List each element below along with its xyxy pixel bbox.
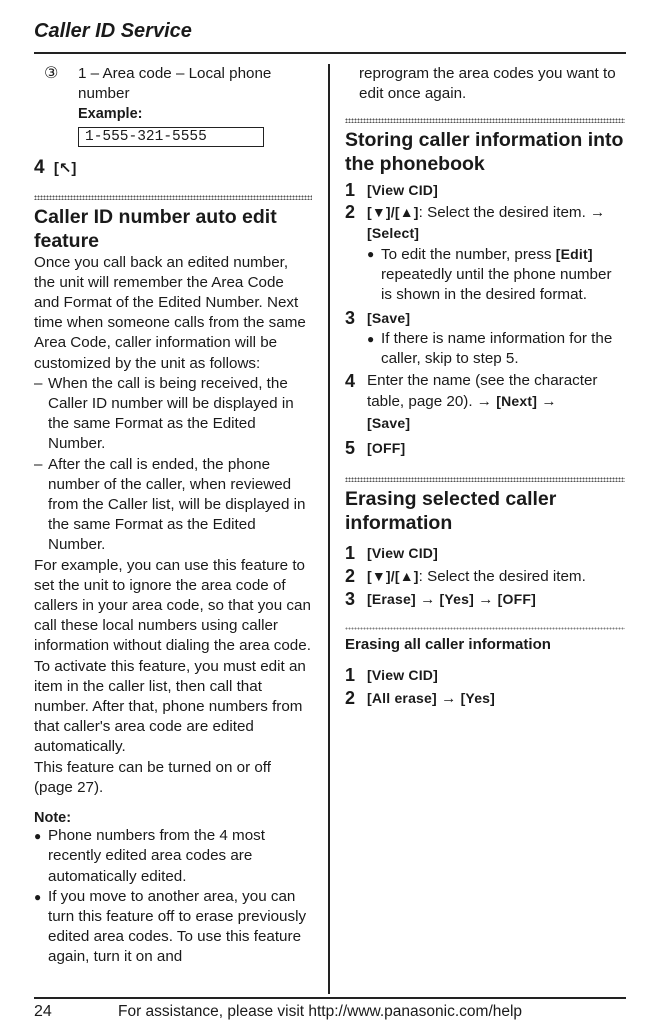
yes-key: [Yes] <box>439 591 474 608</box>
section-title-storing: Storing caller information into the phonebook <box>345 129 624 176</box>
storing-step-5: 5 [OFF] <box>345 437 406 458</box>
off-key: [OFF] <box>497 591 536 608</box>
dash-item-1-text: When the call is being received, the Caller ID number will be displayed in the same Format as the Edited Number. <box>48 374 294 453</box>
paragraph-activate: To activate this feature, you must edit an item in the caller list, then call that number. After that, phone numbers from that caller's area code are edited automatically. <box>34 657 306 756</box>
storing-step-2: 2 [▼]/[▲]: Select the desired item. → [Select] ● To edit the number, press [Edit] repeatedly until the phone number is shown in the desired format. <box>345 202 625 306</box>
save-key: [Save] <box>367 309 411 326</box>
storing-step-2-bullet-b: repeatedly until the phone number is shown in the desired format. <box>381 266 612 304</box>
storing-step-4-text: Enter the name (see the character table, page 20). <box>367 372 598 411</box>
left-column <box>34 64 312 968</box>
section-title-erasing: Erasing selected caller information <box>345 488 557 535</box>
step-4 <box>34 157 312 179</box>
item-3-line1: 1 – Area code – Local phone <box>78 65 272 82</box>
page-number: 24 <box>34 1003 52 1020</box>
storing-step-2-text: : Select the desired item. <box>418 203 586 221</box>
storing-step-3-bullet-text: If there is name information for the caller, skip to step 5. <box>381 329 613 368</box>
header-rule <box>34 52 626 54</box>
subsection-title-erasing-all: Erasing all caller information <box>345 635 551 653</box>
dash-item-2: – After the call is ended, the phone number of the caller, when reviewed from the Caller list, will be displayed in the same Format as the Edited Number. <box>34 455 312 556</box>
item-3-line2: number <box>78 85 130 103</box>
erase-key: [Erase] <box>367 591 416 608</box>
dash-item-1: – When the call is being received, the Caller ID number will be displayed in the same Format as the Edited Number. <box>34 374 312 455</box>
storing-steps <box>345 180 625 459</box>
arrow-icon: → <box>476 393 492 411</box>
arrow-icon: → <box>420 591 436 609</box>
arrow-icon: → <box>541 393 557 411</box>
select-key: [Select] <box>367 224 420 241</box>
save-key: [Save] <box>367 414 411 431</box>
note-continuation: reprogram the area codes you want to edit once again. <box>359 65 616 103</box>
erasing-all-step-1: 1 [View CID] <box>345 664 438 685</box>
footer-help-text: For assistance, please visit http://www.panasonic.com/help <box>118 1003 523 1020</box>
storing-step-2-bullet-a: To edit the number, press <box>381 246 552 264</box>
paragraph-toggle: This feature can be turned on or off (page 27). <box>34 758 271 796</box>
column-divider <box>328 64 330 994</box>
note-label: Note: <box>34 810 72 827</box>
section-divider <box>345 118 625 123</box>
storing-step-1: 1 [View CID] <box>345 180 438 201</box>
view-cid-key: [View CID] <box>367 545 438 562</box>
off-key: [OFF] <box>367 439 406 456</box>
view-cid-key: [View CID] <box>367 182 438 199</box>
section-title-auto-edit: Caller ID number auto edit feature <box>34 205 277 252</box>
right-column <box>345 64 625 709</box>
subsection-divider <box>345 627 625 630</box>
example-label: Example: <box>78 106 143 123</box>
arrow-icon: → <box>441 689 457 707</box>
erasing-all-step-2: 2 [All erase] → [Yes] <box>345 687 496 708</box>
note-item-1-text: Phone numbers from the 4 most recently edited area codes are automatically edited. <box>48 827 265 885</box>
navigator-key: [▼]/[▲] <box>367 203 419 220</box>
erasing-steps <box>345 543 625 611</box>
erasing-step-2: 2 [▼]/[▲]: Select the desired item. <box>345 566 586 587</box>
yes-key: [Yes] <box>460 689 496 706</box>
section-divider <box>34 195 312 200</box>
storing-step-4: 4 Enter the name (see the character table, page 20). → [Next] → [Save] <box>345 371 598 431</box>
storing-step-3: 3 [Save] ● If there is name information for the caller, skip to step 5. <box>345 308 625 370</box>
erasing-all-steps <box>345 665 625 709</box>
section-divider <box>345 477 625 482</box>
erasing-step-3: 3 [Erase] → [Yes] → [OFF] <box>345 589 536 610</box>
note-item-1: ● Phone numbers from the 4 most recently edited area codes are automatically edited. <box>34 826 312 887</box>
arrow-icon: → <box>590 203 606 221</box>
next-key: [Next] <box>496 393 538 410</box>
navigator-key: [▼]/[▲] <box>367 568 419 585</box>
footer-rule <box>34 997 626 999</box>
edit-key: [Edit] <box>555 246 593 263</box>
note-item-2: ● If you move to another area, you can turn this feature off to erase previously edited area codes. To use this feature again, turn it on and <box>34 887 312 968</box>
dash-item-2-text: After the call is ended, the phone number of the caller, when reviewed from the Caller list, will be displayed in the same Format as the Edited Number. <box>48 455 306 554</box>
view-cid-key: [View CID] <box>367 666 438 683</box>
arrow-icon: → <box>478 591 494 609</box>
step-4-number: 4 <box>34 156 45 178</box>
storing-step-2-bullet: ● To edit the number, press [Edit] repeatedly until the phone number is shown in the desired format. <box>367 246 612 304</box>
hang-up-key: [↖] <box>53 159 77 177</box>
paragraph-example: For example, you can use this feature to set the unit to ignore the area code of callers in your area code, so that you can call these local numbers using caller information without dialing the area code. <box>34 556 311 655</box>
item-3-marker: ③ <box>44 65 59 82</box>
auto-edit-intro: Once you call back an edited number, the unit will remember the Area Code and Format of the Edited Number. Next time when someone calls from the same Area Code, caller information will be customized by the unit as follows: <box>34 253 306 372</box>
item-3 <box>44 64 312 147</box>
page-title: Caller ID Service <box>34 20 192 42</box>
example-value: 1-555-321-5555 <box>78 127 264 147</box>
erasing-step-1: 1 [View CID] <box>345 543 438 564</box>
note-item-2-text: If you move to another area, you can turn this feature off to erase previously edited area codes. To use this feature again, turn it on and <box>48 887 307 966</box>
erasing-step-2-text: : Select the desired item. <box>418 568 586 586</box>
storing-step-3-bullet: ● If there is name information for the caller, skip to step 5. <box>367 329 625 369</box>
all-erase-key: [All erase] <box>367 689 437 706</box>
